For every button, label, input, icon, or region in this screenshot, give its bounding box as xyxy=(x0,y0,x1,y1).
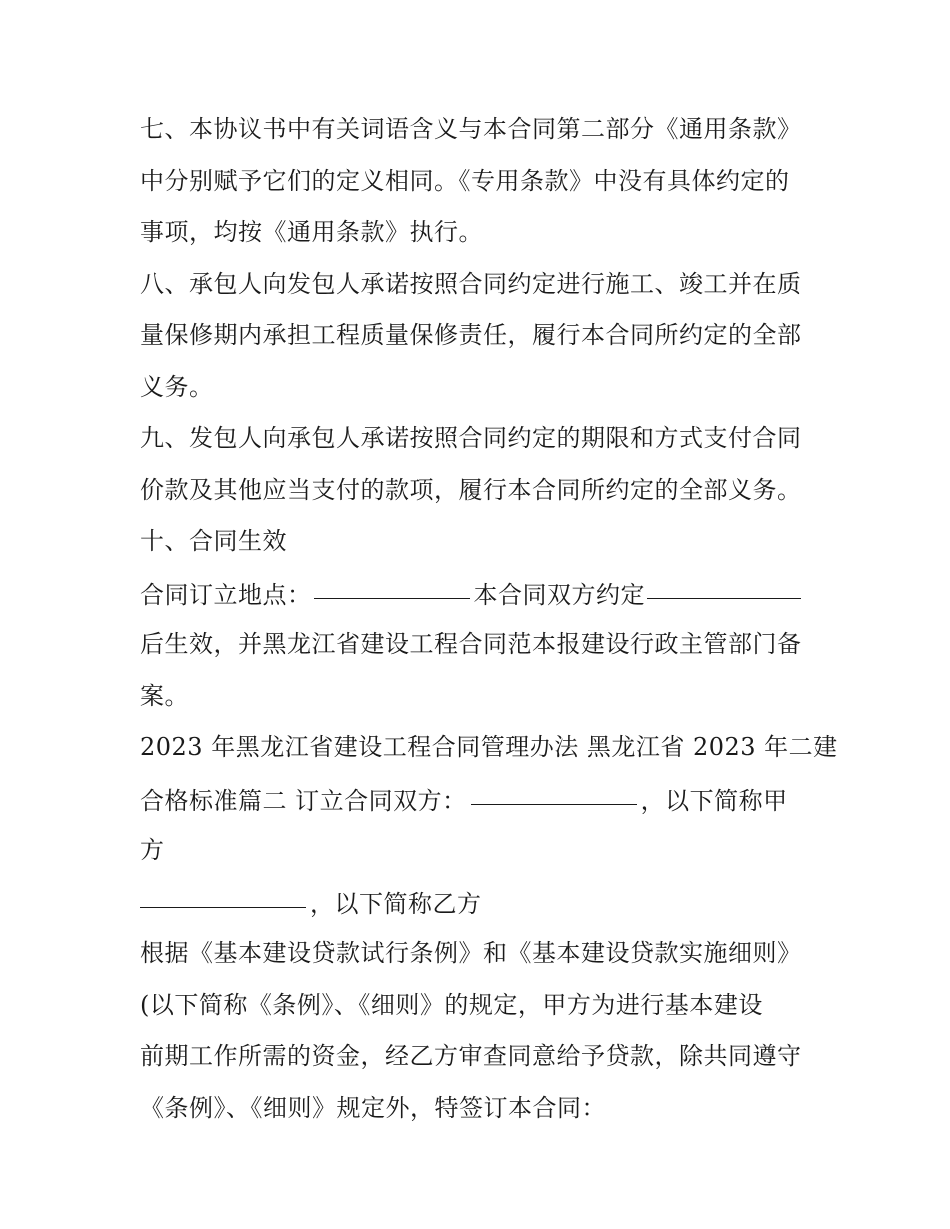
clause-8-line-1: 八、承包人向发包人承诺按照合同约定进行施工、竣工并在质 xyxy=(140,269,802,298)
party-a-blank xyxy=(471,774,637,805)
clause-8-line-2: 量保修期内承担工程质量保修责任，履行本合同所约定的全部 xyxy=(140,321,802,349)
clause-9-line-1: 九、发包人向承包人承诺按照合同约定的期限和方式支付合同 xyxy=(140,424,802,452)
clause-8-line-3: 义务。 xyxy=(140,372,214,401)
party-b-blank xyxy=(140,877,306,908)
section-2-title-line-3: 方 xyxy=(140,836,165,864)
clause-7-line-1: 七、本协议书中有关词语含义与本合同第二部分《通用条款》 xyxy=(140,115,802,143)
clause-7-line-3: 事项，均按《通用条款》执行。 xyxy=(140,218,483,246)
effective-condition-blank xyxy=(647,568,801,599)
preamble-line-2: (以下简称《条例》、《细则》的规定，甲方为进行基本建设 xyxy=(140,990,763,1019)
section-2-title-line-1: 2023 年黑龙江省建设工程合同管理办法 黑龙江省 2023 年二建 xyxy=(140,733,838,761)
clause-10-line-2: 后生效，并黑龙江省建设工程合同范本报建设行政主管部门备 xyxy=(140,630,802,658)
clause-10-line-1 xyxy=(140,568,812,620)
section-2-title-line-4 xyxy=(140,877,812,929)
preamble-line-3: 前期工作所需的资金，经乙方审查同意给予贷款，除共同遵守 xyxy=(140,1042,802,1070)
preamble-line-4: 《条例》、《细则》规定外，特签订本合同： xyxy=(140,1093,606,1122)
signing-place-label: 合同订立地点： xyxy=(140,580,312,609)
clause-10-heading: 十、合同生效 xyxy=(140,527,287,555)
preamble-line-1: 根据《基本建设贷款试行条例》和《基本建设贷款实施细则》 xyxy=(140,939,802,967)
section-2-title-line-2 xyxy=(140,774,812,826)
clause-9-line-2: 价款及其他应当支付的款项，履行本合同所约定的全部义务。 xyxy=(140,475,802,504)
party-b-suffix: ，以下简称乙方 xyxy=(310,889,482,918)
clause-10-line-3: 案。 xyxy=(140,681,189,710)
parties-label: 合格标准篇二 订立合同双方： xyxy=(140,786,467,815)
signing-place-blank xyxy=(314,568,470,599)
document-body xyxy=(140,104,838,1134)
clause-7-line-2: 中分别赋予它们的定义相同。《专用条款》中没有具体约定的 xyxy=(140,166,790,195)
agreement-text: 本合同双方约定 xyxy=(473,580,645,609)
party-a-suffix: ，以下简称甲 xyxy=(640,786,788,815)
